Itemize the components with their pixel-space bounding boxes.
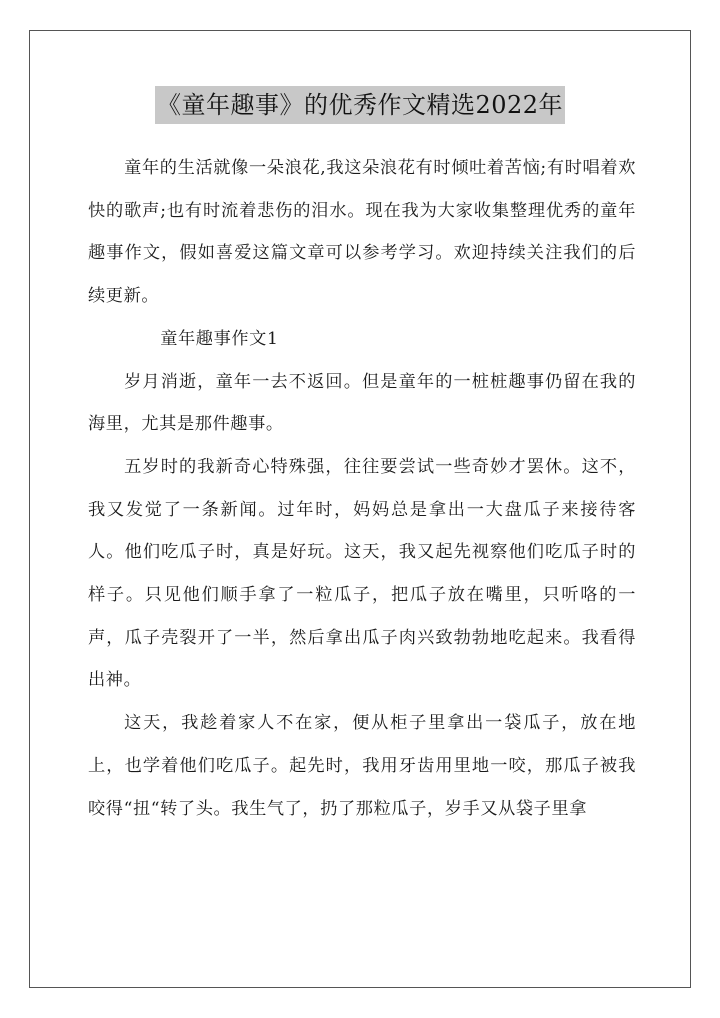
section-heading: 童年趣事作文1 <box>160 328 279 349</box>
document-body <box>88 147 636 830</box>
intro-paragraph: 童年的生活就像一朵浪花,我这朵浪花有时倾吐着苦恼;有时唱着欢快的歌声;也有时流着悲伤的泪水。现在我为大家收集整理优秀的童年趣事作文，假如喜爱这篇文章可以参考学习。欢迎持续关注我们的后续更新。 <box>88 158 636 307</box>
body-paragraph: 岁月消逝，童年一去不返回。但是童年的一桩桩趣事仍留在我的海里，尤其是那件趣事。 <box>88 371 636 435</box>
body-paragraph: 五岁时的我新奇心特殊强，往往要尝试一些奇妙才罢休。这不，我又发觉了一条新闻。过年时，妈妈总是拿出一大盘瓜子来接待客人。他们吃瓜子时，真是好玩。这天，我又起先视察他们吃瓜子时的样子。只见他们顺手拿了一粒瓜子，把瓜子放在嘴里，只听咯的一声，瓜子壳裂开了一半，然后拿出瓜子肉兴致勃勃地吃起来。我看得出神。 <box>88 456 636 691</box>
body-paragraph: 这天，我趁着家人不在家，便从柜子里拿出一袋瓜子，放在地上，也学着他们吃瓜子。起先时，我用牙齿用里地一咬，那瓜子被我咬得“扭“转了头。我生气了，扔了那粒瓜子，岁手又从袋子里拿 <box>88 713 636 819</box>
title-container <box>0 86 720 124</box>
document-title: 《童年趣事》的优秀作文精选2022年 <box>155 86 565 124</box>
